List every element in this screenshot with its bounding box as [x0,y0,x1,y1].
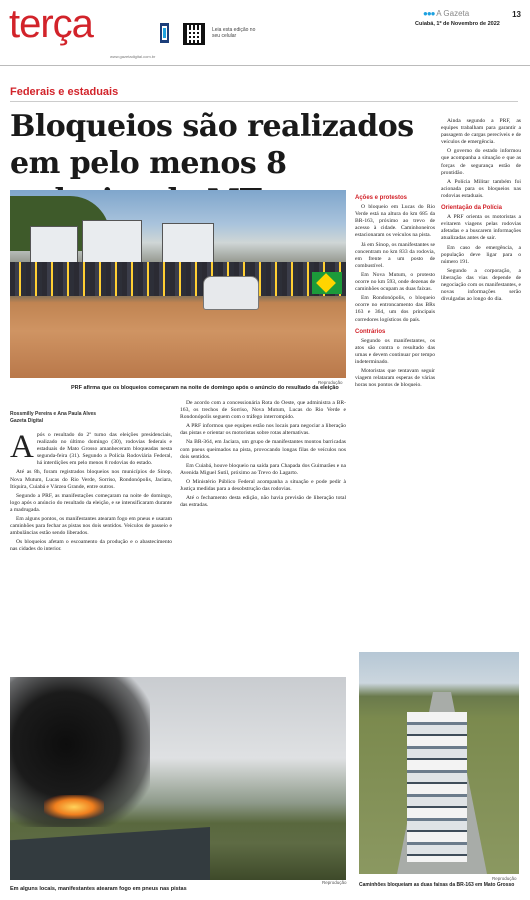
photo-burning-tires [10,677,346,880]
photo-credit: Reprodução [322,880,347,885]
paragraph: A PRF orienta os motoristas a evitarem viagens pelas rodovias afetadas e a buscarem informações atualizadas antes de sair. [441,214,521,242]
photo-caption: Em alguns locais, manifestantes atearam fogo em pneus nas pistas [10,886,187,892]
paragraph: Em Cuiabá, houve bloqueio na saída para Chapada dos Guimarães e na Avenida Miguel Sutil, próximo ao Trevo do Lagarto. [180,462,346,476]
paragraph: Segundo os manifestantes, os atos são contra o resultado das urnas e devem continuar por tempo indeterminado. [355,337,435,365]
paragraph: Até o fechamento desta edição, não havia previsão de liberação total das estradas. [180,495,346,509]
article-column-2 [180,400,346,670]
photo-credit: Reprodução [492,876,517,881]
paragraph: Até as 8h, foram registrados bloqueios nos municípios de Sinop, Nova Mutum, Lucas do Rio Verde, Sorriso, Rondonópolis, Jaciara, Itiquira, Cuiabá e Várzea Grande, entre outros. [10,469,172,490]
paragraph: Em alguns pontos, os manifestantes atearam fogo em pneus e usaram caminhões para fechar as pistas nos dois sentidos. Veículos de passeio e ambulâncias estão sendo liberados. [10,516,172,537]
byline-authors: Rossmilly Pereira e Ana Paula Alves [10,411,97,417]
subheading: Contrários [355,328,386,335]
dateline: Cuiabá, 1º de Novembro de 2022 [415,21,500,27]
article-column-4 [441,118,521,640]
photo-caption: Caminhões bloqueiam as duas faixas da BR-163 em Mato Grosso [359,882,515,888]
newspaper-logo-icon [160,23,169,43]
page-number: 13 [512,10,521,19]
paragraph: Em Nova Mutum, o protesto ocorre no km 593, onde dezenas de caminhões ocupam as duas faixas. [355,271,435,293]
photo-truck [30,226,78,266]
paragraph: A PRF informou que equipes estão nos locais para negociar a liberação das pistas e orientar os motoristas sobre rotas alternativas. [180,423,346,437]
qr-caption: Leia esta edição no seu celular [212,27,256,39]
photo-fire [44,795,104,819]
masthead [0,0,530,66]
subheading: Ações e protestos [355,195,408,201]
section-label: Federais e estaduais [10,86,119,98]
drop-cap: A [10,432,34,465]
article-headline: Bloqueios são realizados em pelo menos 8 [10,109,414,181]
paragraph: Motoristas que tentavam seguir viagem relataram esperas de várias horas nos pontos de bloqueio. [355,368,435,389]
brand-dots-icon: ●●● [423,9,435,18]
qr-code-icon[interactable] [183,23,205,45]
paragraph: Em Rondonópolis, o bloqueio ocorre no entroncamento das BRs 163 e 364, um dos principais corredores logísticos do país. [355,295,435,323]
byline-role: Gazeta Digital [10,418,44,424]
day-title: terça [9,2,93,46]
paragraph: Após o resultado do 2º turno das eleições presidenciais, realizado no último domingo (30), rodovias federais e estaduais de Mato Grosso amanheceram bloqueadas nesta segunda-feira (31). Segundo a Polícia Rodoviária Federal, há interdições em pelo menos 8 rodovias do estado. [10,432,172,467]
paragraph: Segundo a corporação, a liberação das vias depende de negociação com os manifestantes, e novas informações serão divulgadas ao longo do dia. [441,267,521,303]
paragraph: De acordo com a concessionária Rota do Oeste, que administra a BR-163, os trechos de Sorriso, Nova Mutum, Lucas do Rio Verde e Rondonópolis seguem com o tráfego interrompido. [180,400,346,421]
photo-road [10,827,210,880]
paragraph: Na BR-364, em Jaciara, um grupo de manifestantes montou barricadas com pneus queimados na pista, provocando longas filas de veículos nos dois sentidos. [180,439,346,460]
brand-name: A Gazeta [436,9,470,18]
photo-car [203,276,259,310]
paragraph: Segundo a PRF, as manifestações começaram na noite de domingo, logo após o anúncio do resultado da eleição, e se intensificaram durante a madrugada. [10,492,172,513]
photo-truck [162,223,214,265]
brazil-flag-icon [312,272,342,294]
paragraph: Já em Sinop, os manifestantes se concentram no km 833 da rodovia, em frente a um posto de combustível. [355,241,435,269]
section-divider [10,101,518,102]
photo-truck [82,220,142,266]
byline [10,411,96,425]
subheading: Orientação da Polícia [441,205,503,212]
paragraph: O governo do estado informou que acompanha a situação e que as forças de segurança estão de prontidão. [441,148,521,176]
brand-logo [423,9,469,18]
paragraph: Os bloqueios afetam o escoamento da produção e o abastecimento nas cidades do interior. [10,539,172,553]
photo-truck-line [359,652,519,874]
photo-credit: Reprodução [318,380,343,385]
paragraph: O Ministério Público Federal acompanha a situação e pode pedir à Justiça medidas para a desobstrução das rodovias. [180,478,346,493]
photo-caption: PRF afirma que os bloqueios começaram na noite de domingo após o anúncio do resultado da eleição [71,385,339,391]
photo-trucks [407,712,467,862]
paragraph: Em caso de emergência, a população deve ligar para o número 191. [441,244,521,265]
paragraph: Ainda segundo a PRF, as equipes trabalham para garantir a passagem de cargas perecíveis e de veículos de emergência. [441,118,521,146]
article-column-1 [10,432,172,670]
website-url[interactable]: www.gazetadigital.com.br [110,54,156,59]
photo-road-blockade [10,190,346,378]
paragraph: O bloqueio em Lucas do Rio Verde está na altura do km 685 da BR-163, próximo ao trevo de acesso à cidade. Caminhoneiros estacionaram os veículos na pista. [355,204,435,239]
article-column-3 [355,190,435,640]
photo-crowd [10,262,346,296]
paragraph: A Polícia Militar também foi acionada para os bloqueios nas rodovias estaduais. [441,178,521,199]
